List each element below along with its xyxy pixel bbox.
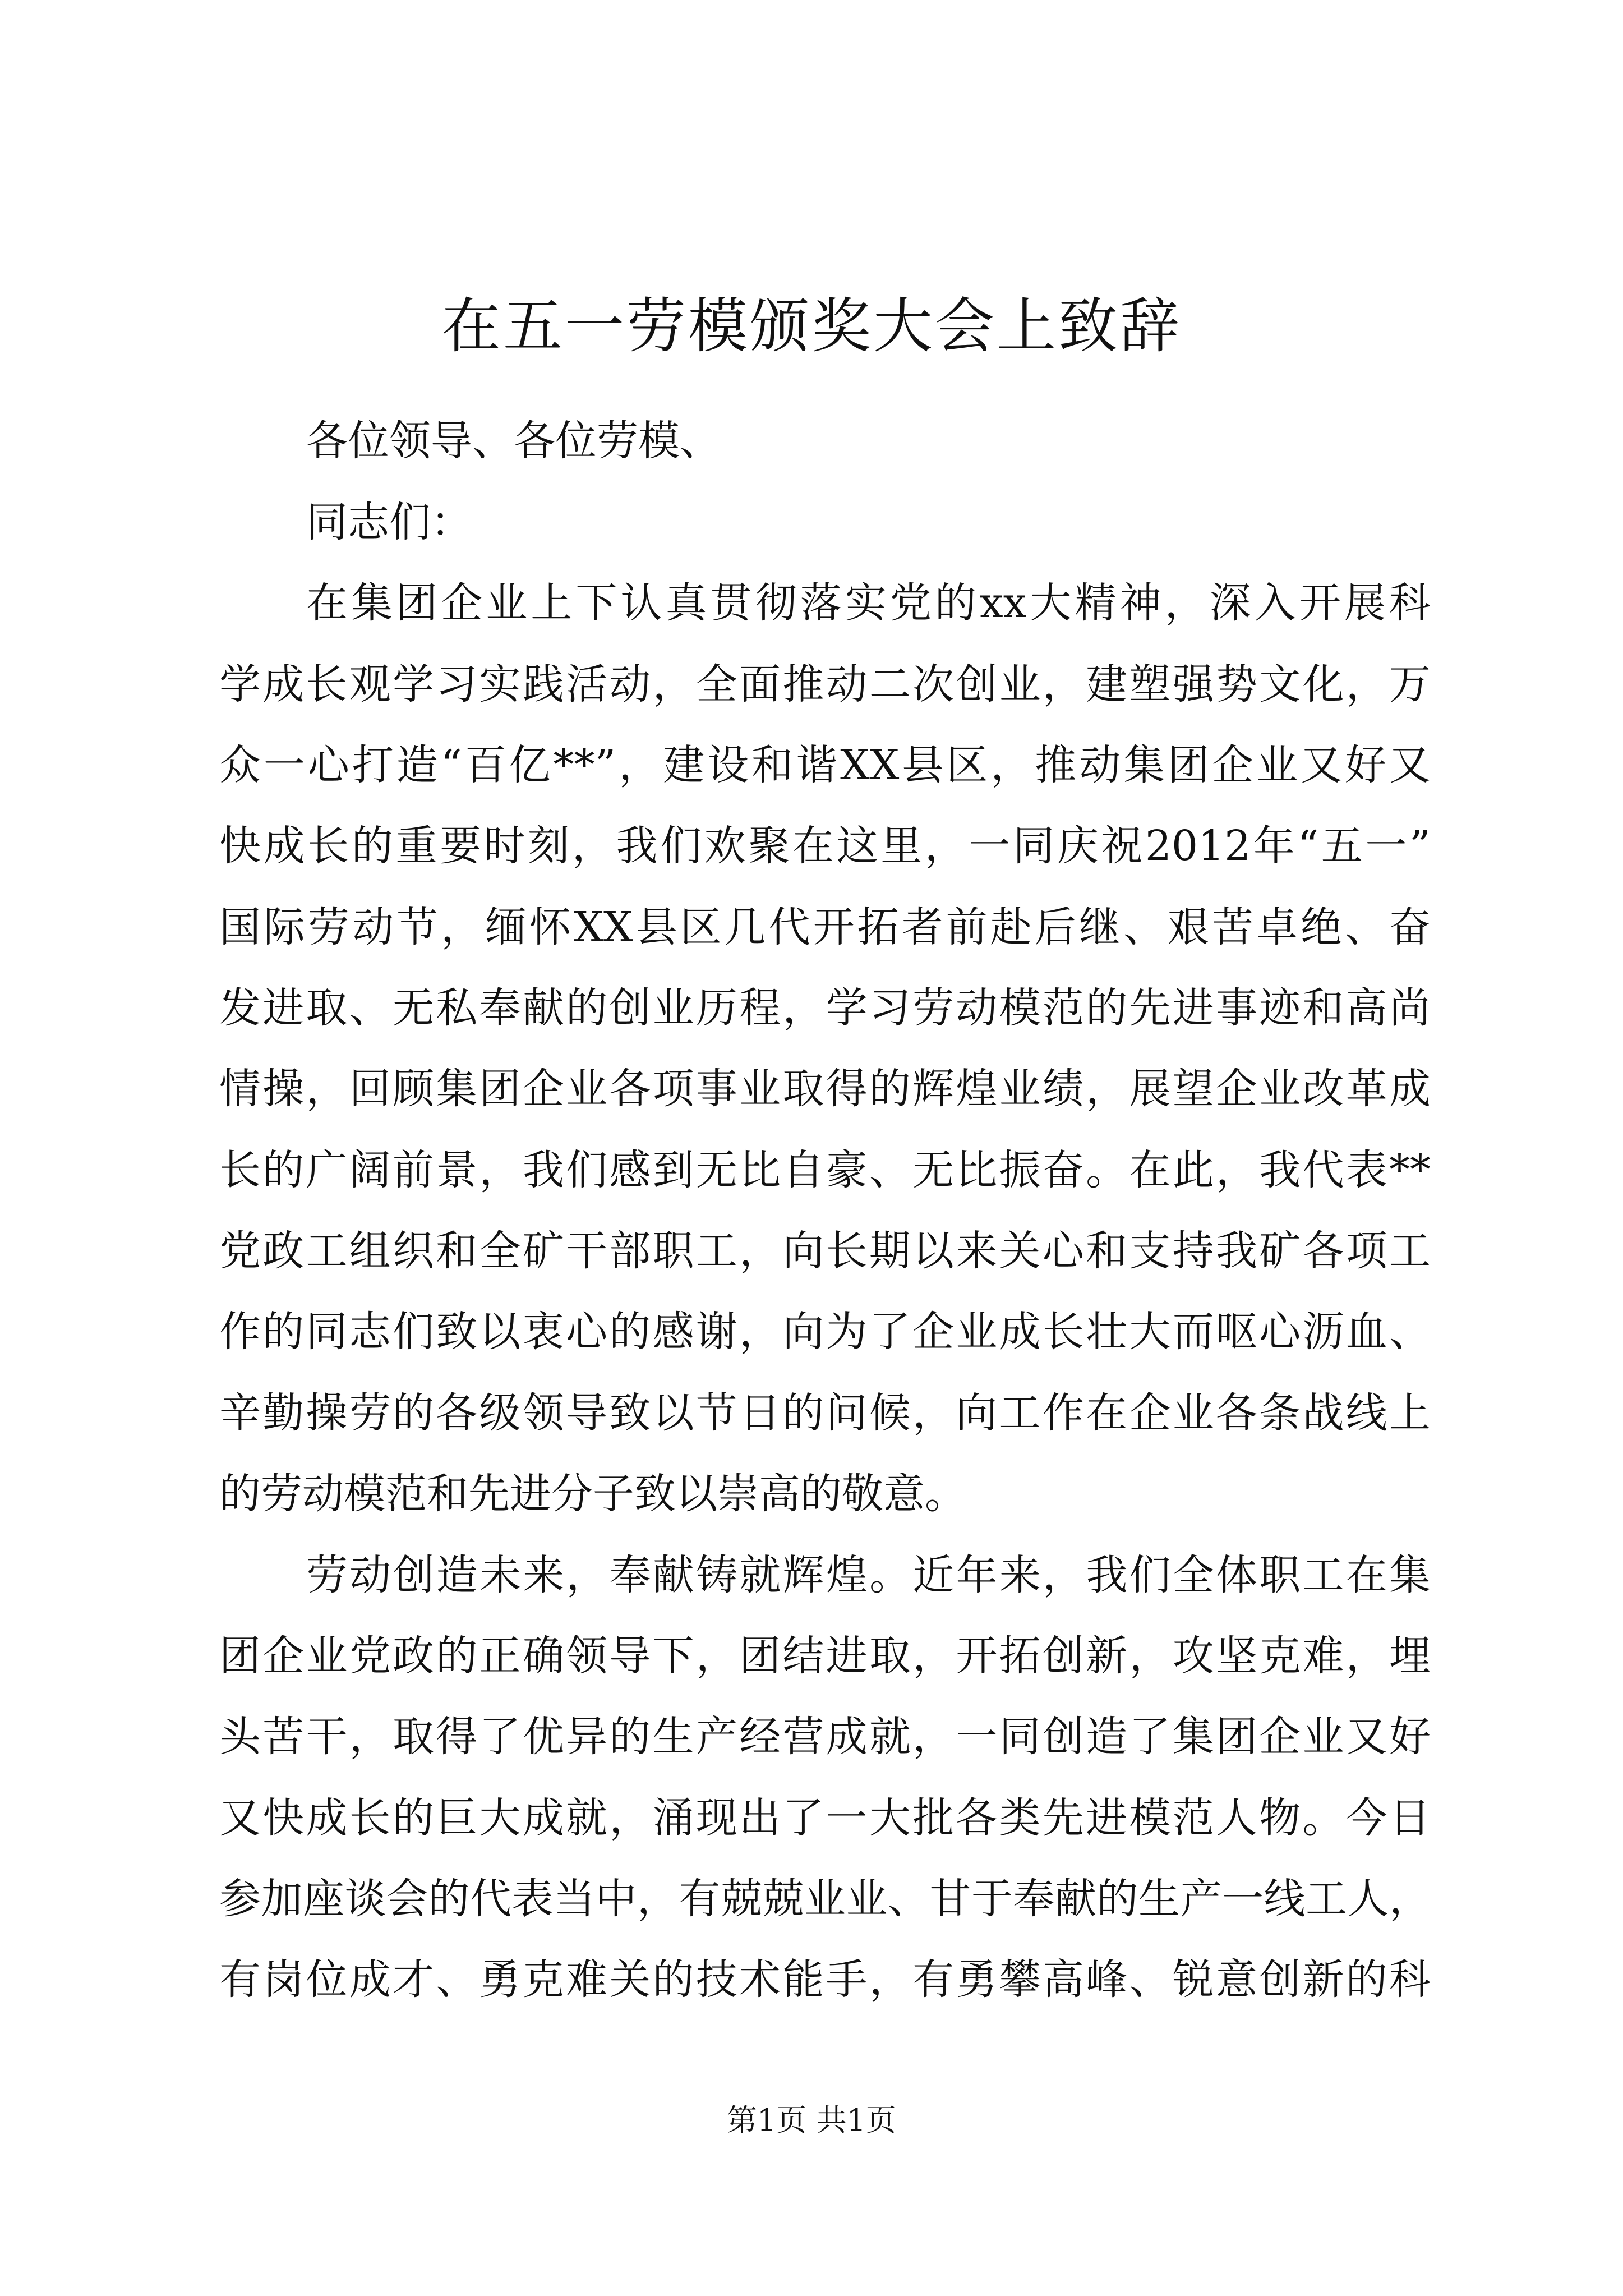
paragraph-line: 有岗位成才、勇克难关的技术能手，有勇攀高峰、锐意创新的科: [219, 1955, 1431, 2004]
paragraph-line: 作的同志们致以衷心的感谢，向为了企业成长壮大而呕心沥血、: [219, 1308, 1431, 1356]
paragraph-line: 辛勤操劳的各级领导致以节日的问候，向工作在企业各条战线上: [219, 1389, 1431, 1437]
paragraph-line: 在集团企业上下认真贯彻落实党的xx大精神，深入开展科: [306, 579, 1431, 627]
paragraph-line: 长的广阔前景，我们感到无比自豪、无比振奋。在此，我代表**: [219, 1146, 1431, 1194]
paragraph-line: 头苦干，取得了优异的生产经营成就，一同创造了集团企业又好: [219, 1713, 1431, 1761]
paragraph-line: 发进取、无私奉献的创业历程，学习劳动模范的先进事迹和高尚: [219, 984, 1431, 1032]
paragraph-line: 的劳动模范和先进分子致以崇高的敬意。: [219, 1470, 966, 1518]
document-title: 在五一劳模颁奖大会上致辞: [441, 292, 1182, 361]
paragraph-line: 团企业党政的正确领导下，团结进取，开拓创新，攻坚克难，埋: [219, 1632, 1431, 1680]
paragraph-line: 众一心打造“百亿**”，建设和谐XX县区，推动集团企业又好又: [219, 741, 1431, 789]
paragraph-line: 情操，回顾集团企业各项事业取得的辉煌业绩，展望企业改革成: [219, 1065, 1431, 1113]
paragraph-line: 又快成长的巨大成就，涌现出了一大批各类先进模范人物。今日: [219, 1794, 1431, 1842]
paragraph-line: 党政工组织和全矿干部职工，向长期以来关心和支持我矿各项工: [219, 1227, 1431, 1275]
paragraph-line: 快成长的重要时刻，我们欢聚在这里，一同庆祝2012年“五一”: [219, 822, 1431, 870]
salutation-line: 同志们：: [306, 498, 472, 546]
paragraph-line: 国际劳动节，缅怀XX县区几代开拓者前赴后继、艰苦卓绝、奋: [219, 903, 1431, 951]
paragraph-line: 参加座谈会的代表当中，有兢兢业业、甘于奉献的生产一线工人，: [219, 1875, 1431, 1923]
paragraph-line: 学成长观学习实践活动，全面推动二次创业，建塑强势文化，万: [219, 660, 1431, 708]
paragraph-line: 劳动创造未来，奉献铸就辉煌。近年来，我们全体职工在集: [306, 1551, 1431, 1599]
page-footer: 第1页 共1页: [727, 2102, 896, 2138]
salutation-line: 各位领导、各位劳模、: [306, 417, 721, 465]
